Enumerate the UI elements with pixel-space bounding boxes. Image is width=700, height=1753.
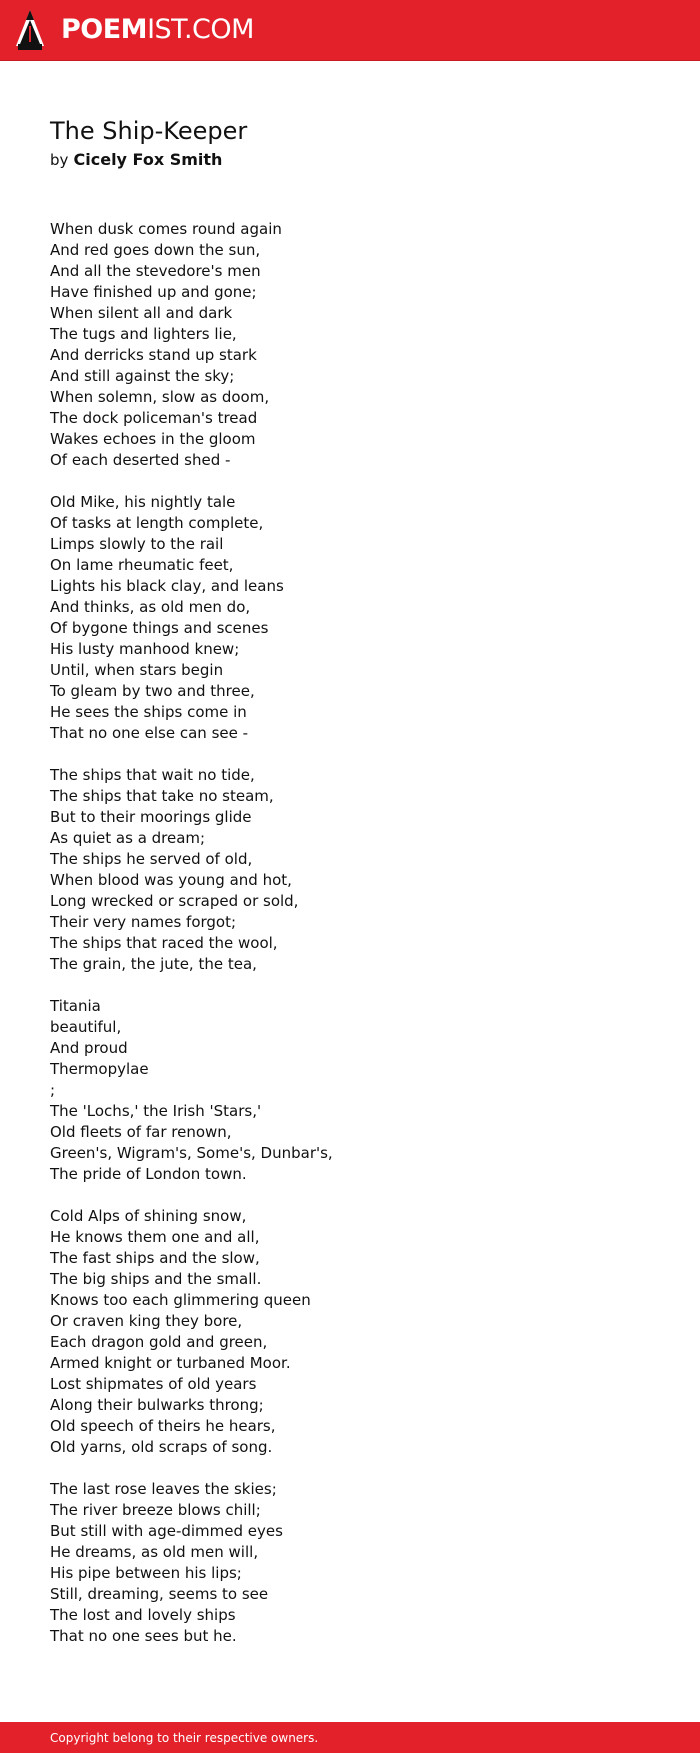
poem-header	[50, 114, 650, 172]
poem-line: The ships he served of old,	[50, 850, 253, 868]
poem-line: ;	[50, 1081, 56, 1099]
poem-line: When dusk comes round again	[50, 220, 282, 238]
poem-line: As quiet as a dream;	[50, 829, 206, 847]
poem-line: Still, dreaming, seems to see	[50, 1585, 269, 1603]
poem-line: The 'Lochs,' the Irish 'Stars,'	[50, 1102, 262, 1120]
poem-line: And proud	[50, 1039, 128, 1057]
poem-line: Lost shipmates of old years	[50, 1375, 257, 1393]
poem-line: Of bygone things and scenes	[50, 619, 269, 637]
poem-line: Have finished up and gone;	[50, 283, 257, 301]
poem-line: He knows them one and all,	[50, 1228, 260, 1246]
poem-line: Knows too each glimmering queen	[50, 1291, 311, 1309]
poem-line: And all the stevedore's men	[50, 262, 261, 280]
brand-bold-text: POEM	[61, 14, 148, 45]
brand-light-text: IST.COM	[147, 14, 254, 45]
site-header	[0, 0, 700, 61]
poem-line: The ships that wait no tide,	[50, 766, 255, 784]
poem-line: Old speech of theirs he hears,	[50, 1417, 276, 1435]
poem-line: That no one sees but he.	[50, 1627, 237, 1645]
stanza	[50, 1206, 650, 1458]
poem-line: To gleam by two and three,	[50, 682, 255, 700]
poem-line: But still with age-dimmed eyes	[50, 1522, 283, 1540]
copyright-text: Copyright belong to their respective owners.	[50, 1731, 319, 1745]
stanza-gap	[50, 471, 650, 492]
poem-line: Limps slowly to the rail	[50, 535, 224, 553]
poem-line: Their very names forgot;	[50, 913, 237, 931]
poem-line: The ships that raced the wool,	[50, 934, 278, 952]
poem-line: And red goes down the sun,	[50, 241, 261, 259]
poem-line: Of each deserted shed -	[50, 451, 231, 469]
poem-line: The grain, the jute, the tea,	[50, 955, 257, 973]
poem-line: The last rose leaves the skies;	[50, 1480, 277, 1498]
poem-line: And still against the sky;	[50, 367, 235, 385]
site-footer	[0, 1722, 700, 1753]
poem-line: beautiful,	[50, 1018, 122, 1036]
poem-line: Until, when stars begin	[50, 661, 224, 679]
poem-line: Along their bulwarks throng;	[50, 1396, 264, 1414]
poem-line: The ships that take no steam,	[50, 787, 274, 805]
poem-line: Old yarns, old scraps of song.	[50, 1438, 273, 1456]
stanza-gap	[50, 1458, 650, 1479]
poem-line: Or craven king they bore,	[50, 1312, 243, 1330]
stanza	[50, 1479, 650, 1647]
poem-line: The pride of London town.	[50, 1165, 247, 1183]
poem-line: That no one else can see -	[50, 724, 249, 742]
poem-line: Lights his black clay, and leans	[50, 577, 284, 595]
stanza	[50, 492, 650, 744]
poem-line: Of tasks at length complete,	[50, 514, 264, 532]
poem-line: On lame rheumatic feet,	[50, 556, 234, 574]
poem-line: Wakes echoes in the gloom	[50, 430, 256, 448]
byline	[50, 148, 650, 172]
stanza-gap	[50, 1185, 650, 1206]
poem-line: The lost and lovely ships	[50, 1606, 236, 1624]
poem-line: When blood was young and hot,	[50, 871, 292, 889]
poem-line: The tugs and lighters lie,	[50, 325, 237, 343]
poem-line: Each dragon gold and green,	[50, 1333, 268, 1351]
poem-line: His pipe between his lips;	[50, 1564, 242, 1582]
author-name: Cicely Fox Smith	[73, 150, 223, 169]
site-logo-link[interactable]	[61, 12, 254, 48]
poem-line: The fast ships and the slow,	[50, 1249, 260, 1267]
poem-line: He dreams, as old men will,	[50, 1543, 259, 1561]
poem-title: The Ship-Keeper	[50, 117, 248, 145]
poem-line: Long wrecked or scraped or sold,	[50, 892, 299, 910]
poem-line: When solemn, slow as doom,	[50, 388, 270, 406]
poem-body	[50, 219, 650, 1647]
poem-line: Armed knight or turbaned Moor.	[50, 1354, 291, 1372]
poem-line: When silent all and dark	[50, 304, 233, 322]
poem-line: Old Mike, his nightly tale	[50, 493, 236, 511]
stanza-gap	[50, 975, 650, 996]
poem-line: Thermopylae	[50, 1060, 149, 1078]
poem-line: His lusty manhood knew;	[50, 640, 240, 658]
by-label: by	[50, 151, 69, 169]
stanza	[50, 219, 650, 471]
poem-line: He sees the ships come in	[50, 703, 247, 721]
stanza	[50, 996, 650, 1185]
stanza	[50, 765, 650, 975]
poem-line: The river breeze blows chill;	[50, 1501, 261, 1519]
poem-line: The dock policeman's tread	[50, 409, 258, 427]
poem-line: Old fleets of far renown,	[50, 1123, 232, 1141]
stanza-gap	[50, 744, 650, 765]
poem-line: But to their moorings glide	[50, 808, 252, 826]
poem-line: And derricks stand up stark	[50, 346, 257, 364]
poem-line: Green's, Wigram's, Some's, Dunbar's,	[50, 1144, 333, 1162]
poem-line: Cold Alps of shining snow,	[50, 1207, 247, 1225]
poem-line: Titania	[50, 997, 101, 1015]
poem-line: And thinks, as old men do,	[50, 598, 251, 616]
pencil-tip-icon[interactable]	[14, 8, 46, 52]
poem-line: The big ships and the small.	[50, 1270, 262, 1288]
